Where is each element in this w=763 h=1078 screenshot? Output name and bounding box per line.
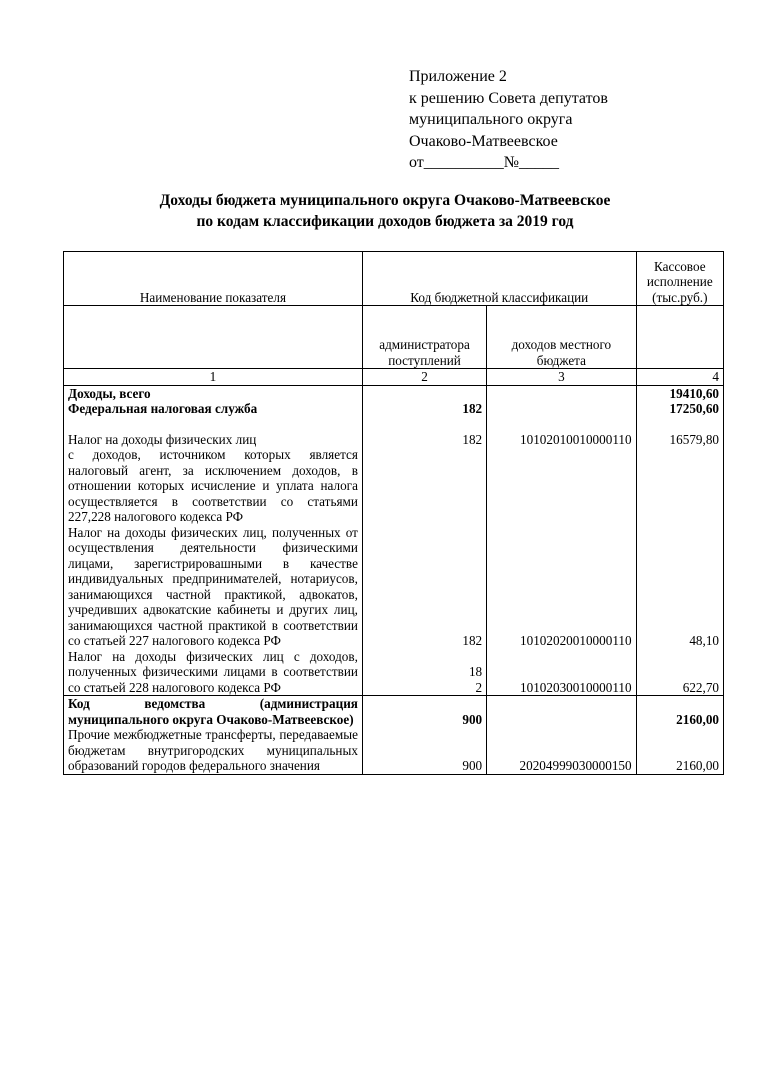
row3-admin-b: 2 <box>475 679 483 695</box>
row3-admin-a: 18 <box>468 664 483 679</box>
row1-code: 10102010010000110 <box>520 431 632 447</box>
appendix-line-4: Очаково-Матвеевское <box>409 132 558 150</box>
row1-value-cell <box>636 417 723 525</box>
total-and-fns-row <box>64 385 724 417</box>
appendix-line-2: к решению Совета депутатов <box>409 89 608 107</box>
document-title <box>60 190 710 232</box>
row4-value: 2160,00 <box>636 727 723 774</box>
row4-admin: 900 <box>362 727 486 774</box>
total-name-cell <box>64 385 363 417</box>
fns-value: 17250,60 <box>669 401 719 416</box>
column-number-row <box>64 369 724 386</box>
title-line-1: Доходы бюджета муниципального округа Очаково-Матвеевское <box>159 192 611 209</box>
dept-admin: 900 <box>362 696 486 728</box>
dept-value: 2160,00 <box>636 696 723 728</box>
appendix-line-1: Приложение 2 <box>409 68 507 85</box>
row3-code: 10102030010000110 <box>487 649 636 696</box>
subheader-empty-1 <box>64 306 363 369</box>
col-num-1: 1 <box>64 369 363 386</box>
fns-admin: 182 <box>462 401 483 416</box>
total-value: 19410,60 <box>669 385 719 401</box>
header-exec: Кассовое исполнение (тыс.руб.) <box>636 252 723 306</box>
row4-code: 20204999030000150 <box>487 727 636 774</box>
col-num-2: 2 <box>362 369 486 386</box>
row2-admin: 182 <box>362 525 486 649</box>
table-row <box>64 417 724 525</box>
row2-code: 10102020010000110 <box>487 525 636 649</box>
header-row <box>64 252 724 306</box>
row1-name <box>64 417 363 525</box>
row1-admin-cell <box>362 417 486 525</box>
subheader-row <box>64 306 724 369</box>
row3-admin-cell <box>362 649 486 696</box>
table-row <box>64 525 724 649</box>
table-row <box>64 649 724 696</box>
row1-admin: 182 <box>462 431 483 447</box>
dept-name: Код ведомства (администрация муниципального округа Очаково-Матвеевское) <box>64 696 363 728</box>
header-income: доходов местного бюджета <box>487 306 636 369</box>
appendix-line-3: муниципального округа <box>409 111 573 128</box>
header-admin: администратора поступлений <box>362 306 486 369</box>
header-name: Наименование показателя <box>64 252 363 306</box>
dept-row <box>64 696 724 728</box>
row1-value: 16579,80 <box>669 431 719 447</box>
row3-value: 622,70 <box>636 649 723 696</box>
row1-name-a: Налог на доходы физических лиц <box>68 431 257 447</box>
row2-name: Налог на доходы физических лиц, полученных от осуществления деятельности физическими лицами, зарегистрировашными в качестве индивидуальных предпринимателей, нотариусов, занимающихся частной практикой, адвокатов, учредивших адвокатские кабинеты и других лиц, занимающихся частной практикой в соответствии со статьей 227 налогового кодекса РФ <box>64 525 363 649</box>
row2-value: 48,10 <box>636 525 723 649</box>
income-table <box>63 251 724 775</box>
col-num-3: 3 <box>487 369 636 386</box>
row1-name-b: с доходов, источником которых является налоговый агент, за исключением доходов, в отношении которых исчисление и уплата налога осуществляется в соответствии со статьями 227,228 налогового кодекса РФ <box>68 447 358 524</box>
dept-code-cell <box>487 696 636 728</box>
total-label: Доходы, всего <box>68 385 151 401</box>
fns-code-cell <box>487 385 636 417</box>
row4-name: Прочие межбюджетные трансферты, передаваемые бюджетам внутригородских муниципальных образований городов федерального значения <box>64 727 363 774</box>
header-code: Код бюджетной классификации <box>362 252 636 306</box>
row3-name: Налог на доходы физических лиц с доходов, полученных физическими лицами в соответствии со статьей 228 налогового кодекса РФ <box>64 649 363 696</box>
fns-value-cell <box>636 385 723 417</box>
appendix-note <box>409 66 608 174</box>
title-line-2: по кодам классификации доходов бюджета за 2019 год <box>196 213 574 230</box>
row1-code-cell <box>487 417 636 525</box>
col-num-4: 4 <box>636 369 723 386</box>
appendix-line-5: от__________№_____ <box>409 154 560 171</box>
fns-admin-cell <box>362 385 486 417</box>
table-row <box>64 727 724 774</box>
subheader-empty-4 <box>636 306 723 369</box>
fns-label: Федеральная налоговая служба <box>68 401 258 416</box>
